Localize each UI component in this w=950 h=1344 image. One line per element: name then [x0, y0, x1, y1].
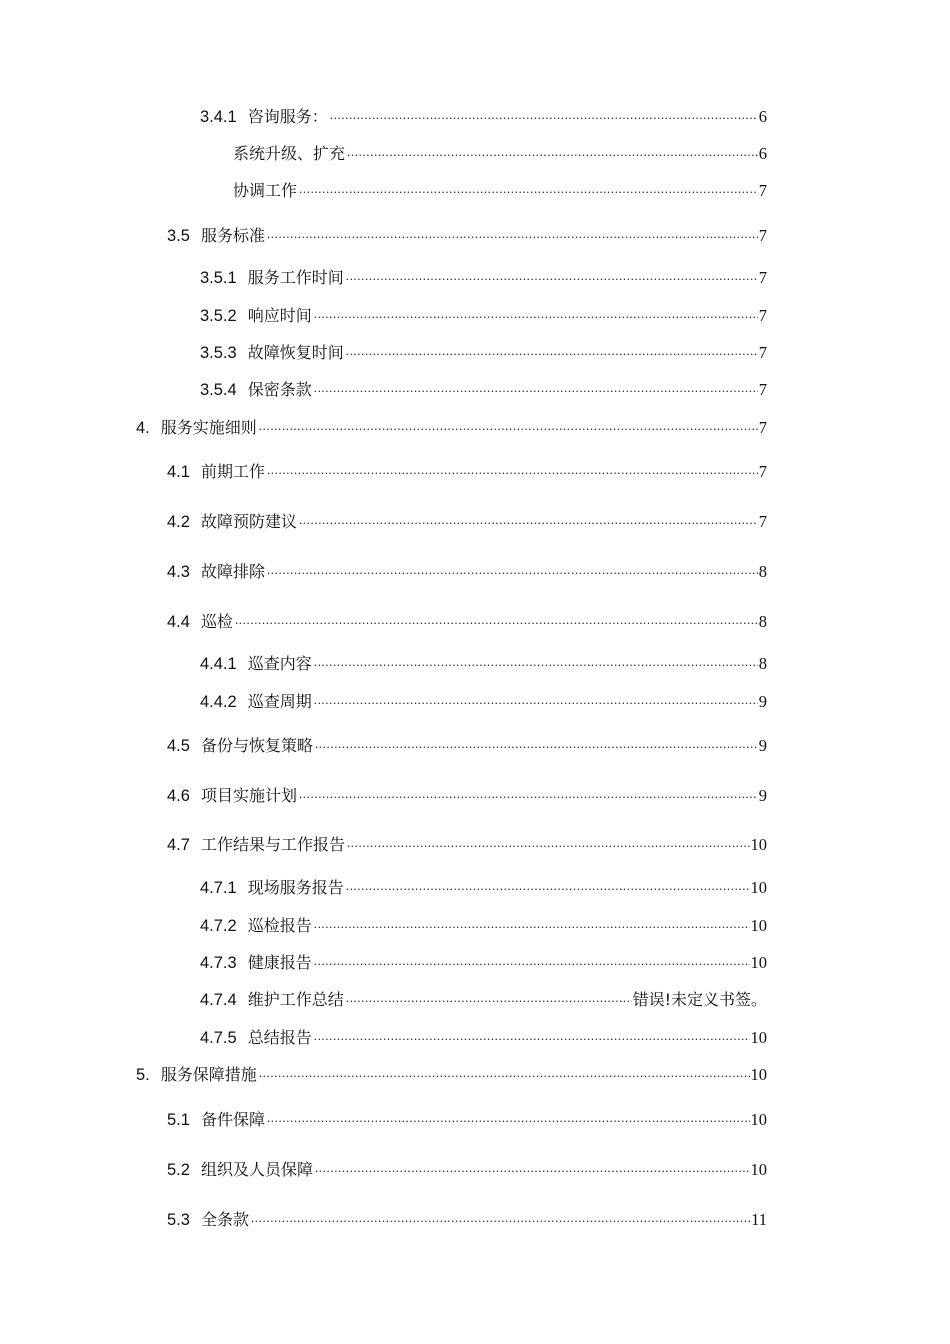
- toc-entry[interactable]: [167, 1154, 767, 1180]
- toc-entry-title: 工作结果与工作报告: [200, 835, 345, 854]
- toc-entry-page: 7: [758, 343, 767, 362]
- toc-entry[interactable]: [167, 829, 767, 855]
- toc-entry-page: 11: [751, 1210, 767, 1229]
- toc-entry-page: 7: [758, 512, 767, 531]
- toc-dot-leader: [346, 343, 758, 363]
- toc-entry-page: 10: [750, 1110, 767, 1129]
- toc-entry-page: 9: [758, 786, 767, 805]
- toc-dot-leader: [259, 1065, 750, 1085]
- toc-entry-title: 服务标准: [200, 226, 265, 245]
- toc-entry[interactable]: [167, 780, 767, 806]
- toc-entry-number: 3.5: [167, 227, 190, 245]
- toc-dot-leader: [330, 107, 758, 127]
- toc-entry-title: 巡查周期: [247, 692, 312, 711]
- toc-entry-page: 9: [758, 692, 767, 711]
- toc-entry-page: 7: [758, 380, 767, 399]
- toc-dot-leader: [259, 418, 758, 438]
- toc-entry-page: 8: [758, 654, 767, 673]
- toc-entry-page: 8: [758, 562, 767, 581]
- toc-entry-page: 7: [758, 268, 767, 287]
- toc-entry-title: 系统升级、扩充: [233, 144, 346, 163]
- toc-dot-leader: [314, 380, 758, 400]
- toc-entry-number: 4.7.1: [200, 879, 237, 897]
- toc-entry-number: 5.: [136, 1066, 150, 1084]
- toc-entry-page: 7: [758, 181, 767, 200]
- toc-entry-title: 前期工作: [200, 462, 265, 481]
- toc-entry-title: 响应时间: [247, 306, 312, 325]
- toc-entry[interactable]: [167, 556, 767, 582]
- toc-entry[interactable]: [200, 1022, 767, 1048]
- toc-entry-number: 4.5: [167, 737, 190, 755]
- toc-entry-number: 4.4: [167, 613, 190, 631]
- toc-dot-leader: [251, 1210, 750, 1230]
- toc-entry-title: 咨询服务：: [247, 107, 328, 126]
- toc-dot-leader: [267, 226, 758, 246]
- toc-dot-leader: [346, 990, 632, 1010]
- toc-entry-title: 健康报告: [247, 953, 312, 972]
- toc-entry-page: 10: [750, 916, 767, 935]
- toc-dot-leader: [315, 736, 758, 756]
- toc-dot-leader: [267, 562, 758, 582]
- toc-entry-title: 服务保障措施: [160, 1065, 257, 1084]
- toc-entry-title: 服务工作时间: [247, 268, 344, 287]
- toc-entry[interactable]: [200, 262, 767, 288]
- toc-dot-leader: [314, 692, 758, 712]
- toc-entry-page: 9: [758, 736, 767, 755]
- toc-entry-number: 4.1: [167, 463, 190, 481]
- toc-dot-leader: [347, 835, 750, 855]
- toc-entry-number: 4.7.4: [200, 991, 237, 1009]
- toc-entry-page: 10: [750, 1160, 767, 1179]
- toc-entry-number: 3.5.2: [200, 307, 237, 325]
- toc-entry-title: 故障排除: [200, 562, 265, 581]
- toc-entry-number: 4.: [136, 419, 150, 437]
- toc-entry-page: 10: [750, 1028, 767, 1047]
- toc-dot-leader: [314, 306, 758, 326]
- toc-entry-title: 巡检: [200, 612, 233, 631]
- toc-entry-page: 8: [758, 612, 767, 631]
- toc-entry-title: 维护工作总结: [247, 990, 344, 1009]
- toc-entry-title: 备份与恢复策略: [200, 736, 313, 755]
- toc-entry-title: 保密条款: [247, 380, 312, 399]
- toc-dot-leader: [314, 916, 750, 936]
- toc-entry-title: 备件保障: [200, 1110, 265, 1129]
- toc-entry-number: 3.5.3: [200, 344, 237, 362]
- toc-entry[interactable]: [136, 1059, 767, 1085]
- toc-entry[interactable]: [233, 138, 767, 164]
- toc-entry[interactable]: [167, 606, 767, 632]
- toc-entry-title: 巡检报告: [247, 916, 312, 935]
- toc-entry-number: 4.4.2: [200, 693, 237, 711]
- toc-entry[interactable]: [200, 337, 767, 363]
- toc-entry-page: 7: [758, 462, 767, 481]
- toc-entry[interactable]: [200, 947, 767, 973]
- toc-entry-number: 4.6: [167, 787, 190, 805]
- toc-entry-title: 巡查内容: [247, 654, 312, 673]
- toc-entry-number: 5.2: [167, 1161, 190, 1179]
- toc-dot-leader: [314, 654, 758, 674]
- toc-dot-leader: [314, 1028, 750, 1048]
- toc-entry[interactable]: [167, 730, 767, 756]
- toc-entry[interactable]: [200, 872, 767, 898]
- toc-dot-leader: [346, 878, 750, 898]
- toc-entry-title: 项目实施计划: [200, 786, 297, 805]
- toc-dot-leader: [314, 953, 750, 973]
- toc-entry-title: 协调工作: [233, 181, 298, 200]
- toc-entry[interactable]: [167, 1104, 767, 1130]
- toc-dot-leader: [299, 181, 758, 201]
- toc-entry-page: 6: [758, 107, 767, 126]
- toc-entry[interactable]: [167, 506, 767, 532]
- toc-entry[interactable]: [200, 648, 767, 674]
- toc-entry-page: 7: [758, 418, 767, 437]
- toc-entry-page: 10: [750, 835, 767, 854]
- toc-dot-leader: [235, 612, 758, 632]
- toc-entry-title: 服务实施细则: [160, 418, 257, 437]
- toc-entry-title: 总结报告: [247, 1028, 312, 1047]
- toc-entry[interactable]: [200, 374, 767, 400]
- toc-entry[interactable]: [167, 1204, 767, 1230]
- toc-entry-page: 10: [750, 953, 767, 972]
- toc-entry-page: 6: [758, 144, 767, 163]
- toc-entry-page: 10: [750, 878, 767, 897]
- toc-entry[interactable]: [200, 300, 767, 326]
- toc-dot-leader: [346, 268, 758, 288]
- toc-entry[interactable]: [200, 984, 767, 1010]
- toc-entry-number: 4.7: [167, 836, 190, 854]
- toc-dot-leader: [299, 786, 758, 806]
- toc-entry[interactable]: [167, 220, 767, 246]
- toc-entry-number: 4.4.1: [200, 655, 237, 673]
- toc-entry-title: 全条款: [200, 1210, 249, 1229]
- toc-entry-title: 现场服务报告: [247, 878, 344, 897]
- toc-entry-number: 3.4.1: [200, 108, 237, 126]
- toc-dot-leader: [267, 462, 758, 482]
- toc-entry-number: 4.7.5: [200, 1029, 237, 1047]
- toc-entry-number: 4.7.2: [200, 917, 237, 935]
- toc-entry-number: 3.5.4: [200, 381, 237, 399]
- toc-entry-title: 故障恢复时间: [247, 343, 344, 362]
- toc-entry[interactable]: [200, 910, 767, 936]
- toc-entry[interactable]: [200, 686, 767, 712]
- toc-dot-leader: [299, 512, 758, 532]
- toc-entry[interactable]: [200, 101, 767, 127]
- toc-entry-number: 5.1: [167, 1111, 190, 1129]
- toc-dot-leader: [315, 1160, 750, 1180]
- toc-entry-number: 5.3: [167, 1211, 190, 1229]
- toc-dot-leader: [347, 144, 758, 164]
- toc-entry-number: 4.2: [167, 513, 190, 531]
- toc-dot-leader: [267, 1110, 750, 1130]
- toc-entry-number: 4.3: [167, 563, 190, 581]
- toc-entry-page: 7: [758, 226, 767, 245]
- toc-entry[interactable]: [136, 412, 767, 438]
- toc-entry-title: 故障预防建议: [200, 512, 297, 531]
- toc-entry-page: 10: [750, 1065, 767, 1084]
- toc-entry-number: 4.7.3: [200, 954, 237, 972]
- toc-entry[interactable]: [167, 456, 767, 482]
- toc-entry-title: 组织及人员保障: [200, 1160, 313, 1179]
- toc-entry-number: 3.5.1: [200, 269, 237, 287]
- toc-entry[interactable]: [233, 175, 767, 201]
- toc-entry-page: 错误!未定义书签。: [632, 990, 767, 1009]
- toc-entry-page: 7: [758, 306, 767, 325]
